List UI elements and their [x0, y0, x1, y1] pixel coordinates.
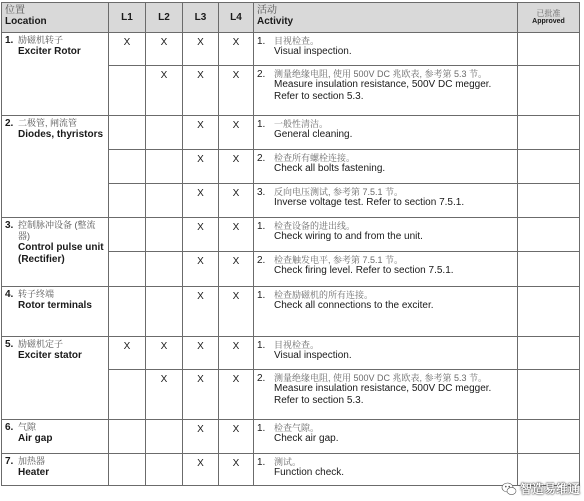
location-name-en: Diodes, thyristors [18, 129, 104, 140]
activity-text-cn: 检查励磁机的所有连接。 [274, 290, 374, 300]
activity-text-en: Visual inspection. [274, 350, 352, 361]
location-name-cn: 励磁机转子 [18, 35, 64, 45]
location-name-en: Air gap [18, 433, 53, 444]
level-l3-mark: X [183, 370, 219, 420]
activity-cell [254, 454, 518, 486]
table-row [2, 287, 580, 337]
activity-number: 1. [257, 36, 266, 47]
level-l3-mark: X [183, 287, 219, 337]
activity-number: 2. [257, 255, 266, 266]
activity-text-en: Check all bolts fastening. [274, 163, 386, 174]
activity-cell [254, 116, 518, 150]
level-l3-mark: X [183, 420, 219, 454]
activity-text-cn: 检查所有螺栓连接。 [274, 153, 356, 163]
activity-cell [254, 218, 518, 252]
location-name-en: Exciter stator [18, 350, 82, 361]
activity-number: 2. [257, 153, 266, 164]
location-cell [2, 218, 109, 287]
table-row [2, 218, 580, 252]
activity-text-en: Function check. [274, 467, 345, 478]
activity-text-en: Check air gap. [274, 433, 339, 444]
approved-cell[interactable] [518, 116, 580, 150]
activity-number: 2. [257, 373, 266, 384]
location-cell [2, 420, 109, 454]
level-l1-mark [109, 287, 146, 337]
level-l2-mark: X [146, 337, 183, 370]
table-row [2, 116, 580, 150]
activity-text-cn: 反向电压测试, 参考第 7.5.1 节。 [274, 187, 404, 197]
location-name-en: Rotor terminals [18, 300, 92, 311]
location-cell [2, 337, 109, 420]
level-l4-mark: X [219, 337, 254, 370]
level-l2-mark: X [146, 370, 183, 420]
level-l4-mark: X [219, 370, 254, 420]
level-l2-mark: X [146, 66, 183, 116]
location-number: 6. [5, 422, 14, 433]
level-l1-mark [109, 420, 146, 454]
level-l2-mark [146, 454, 183, 486]
maintenance-schedule-table [1, 2, 580, 486]
activity-number: 2. [257, 69, 266, 80]
level-l4-mark: X [219, 287, 254, 337]
activity-number: 1. [257, 119, 266, 130]
approved-header [518, 3, 580, 33]
level-l4-mark: X [219, 33, 254, 66]
approved-cell[interactable] [518, 337, 580, 370]
table-row [2, 33, 580, 66]
level-l3-mark: X [183, 150, 219, 184]
activity-header [254, 3, 518, 33]
activity-text-en: Inverse voltage test. Refer to section 7.5.1. [274, 197, 465, 208]
activity-number: 1. [257, 221, 266, 232]
activity-number: 1. [257, 340, 266, 351]
level-l3-mark: X [183, 252, 219, 287]
activity-text-en: Check firing level. Refer to section 7.5.1. [274, 265, 454, 276]
level-l1-mark [109, 150, 146, 184]
activity-text-en: Measure insulation resistance, 500V DC megger. Refer to section 5.3. [274, 383, 492, 406]
activity-text-cn: 测量绝缘电阻, 使用 500V DC 兆欧表, 参考第 5.3 节。 [274, 69, 488, 79]
activity-text-cn: 目视检查。 [274, 340, 320, 350]
approved-cell[interactable] [518, 252, 580, 287]
location-name-cn: 转子终端 [18, 289, 55, 299]
level-l4-mark: X [219, 184, 254, 218]
level-l2-mark [146, 420, 183, 454]
location-name-en: Exciter Rotor [18, 46, 81, 57]
level-l4-mark: X [219, 218, 254, 252]
activity-text-cn: 目视检查。 [274, 36, 320, 46]
activity-text-cn: 检查触发电平, 参考第 7.5.1 节。 [274, 255, 404, 265]
location-cell [2, 33, 109, 116]
approved-cell[interactable] [518, 150, 580, 184]
activity-cell [254, 66, 518, 116]
location-number: 3. [5, 220, 14, 231]
activity-cell [254, 287, 518, 337]
activity-header-cn: 活动 [257, 5, 277, 16]
activity-number: 3. [257, 187, 266, 198]
level-header-l2: L2 [146, 3, 183, 33]
approved-cell[interactable] [518, 287, 580, 337]
location-name-cn: 加热器 [18, 456, 46, 466]
activity-cell [254, 184, 518, 218]
activity-text-en: Check wiring to and from the unit. [274, 231, 423, 242]
level-l2-mark [146, 218, 183, 252]
level-l3-mark: X [183, 184, 219, 218]
location-number: 1. [5, 35, 14, 46]
activity-text-en: Measure insulation resistance, 500V DC megger. Refer to section 5.3. [274, 79, 492, 102]
level-l4-mark: X [219, 116, 254, 150]
level-l1-mark: X [109, 337, 146, 370]
level-l1-mark [109, 116, 146, 150]
level-l3-mark: X [183, 454, 219, 486]
level-l4-mark: X [219, 150, 254, 184]
level-l1-mark [109, 66, 146, 116]
table-row [2, 454, 580, 486]
wechat-logo-icon [501, 481, 517, 497]
level-l1-mark [109, 252, 146, 287]
table-row [2, 420, 580, 454]
location-header-en: Location [5, 16, 47, 27]
location-number: 7. [5, 456, 14, 467]
level-l1-mark [109, 454, 146, 486]
approved-header-cn: 已批准 [536, 9, 561, 18]
level-l3-mark: X [183, 33, 219, 66]
location-header [2, 3, 109, 33]
activity-text-en: Check all connections to the exciter. [274, 300, 434, 311]
location-number: 2. [5, 118, 14, 129]
location-number: 4. [5, 289, 14, 300]
approved-cell[interactable] [518, 33, 580, 66]
activity-text-cn: 检查气隙。 [274, 423, 320, 433]
table-header-row [2, 3, 580, 33]
level-l2-mark [146, 287, 183, 337]
level-l1-mark [109, 370, 146, 420]
level-l3-mark: X [183, 66, 219, 116]
location-cell [2, 116, 109, 218]
level-header-l1: L1 [109, 3, 146, 33]
activity-text-cn: 测量绝缘电阻, 使用 500V DC 兆欧表, 参考第 5.3 节。 [274, 373, 488, 383]
level-l3-mark: X [183, 218, 219, 252]
activity-number: 1. [257, 290, 266, 301]
level-l2-mark [146, 184, 183, 218]
location-cell [2, 287, 109, 337]
level-l4-mark: X [219, 66, 254, 116]
approved-header-en: Approved [532, 18, 565, 25]
activity-number: 1. [257, 423, 266, 434]
level-l1-mark: X [109, 33, 146, 66]
activity-cell [254, 370, 518, 420]
approved-cell[interactable] [518, 370, 580, 420]
level-l3-mark: X [183, 116, 219, 150]
location-name-en: Heater [18, 467, 50, 478]
watermark [501, 480, 580, 497]
location-header-cn: 位置 [5, 5, 25, 16]
activity-cell [254, 33, 518, 66]
watermark-text: 智造易维通 [519, 482, 580, 496]
activity-number: 1. [257, 457, 266, 468]
location-name-cn: 二极管, 闸流管 [18, 118, 78, 128]
level-l2-mark: X [146, 33, 183, 66]
location-name-cn: 气隙 [18, 422, 37, 432]
activity-text-cn: 一般性清洁。 [274, 119, 329, 129]
level-header-l4: L4 [219, 3, 254, 33]
activity-text-en: Visual inspection. [274, 46, 352, 57]
level-l3-mark: X [183, 337, 219, 370]
approved-cell[interactable] [518, 66, 580, 116]
activity-text-cn: 测试。 [274, 457, 302, 467]
level-l1-mark [109, 184, 146, 218]
level-l2-mark [146, 116, 183, 150]
location-name-en: Control pulse unit (Rectifier) [18, 242, 104, 265]
activity-cell [254, 420, 518, 454]
location-cell [2, 454, 109, 486]
level-header-l3: L3 [183, 3, 219, 33]
level-l4-mark: X [219, 420, 254, 454]
activity-cell [254, 337, 518, 370]
activity-text-cn: 检查设备的进出线。 [274, 221, 356, 231]
activity-cell [254, 252, 518, 287]
activity-cell [254, 150, 518, 184]
level-l2-mark [146, 252, 183, 287]
level-l4-mark: X [219, 454, 254, 486]
location-name-cn: 励磁机定子 [18, 339, 64, 349]
level-l4-mark: X [219, 252, 254, 287]
activity-text-en: General cleaning. [274, 129, 353, 140]
location-name-cn: 控制脉冲设备 (整流器) [18, 220, 96, 241]
activity-header-en: Activity [257, 16, 294, 27]
level-l2-mark [146, 150, 183, 184]
location-number: 5. [5, 339, 14, 350]
table-row [2, 337, 580, 370]
approved-cell[interactable] [518, 184, 580, 218]
level-l1-mark [109, 218, 146, 252]
approved-cell[interactable] [518, 218, 580, 252]
approved-cell[interactable] [518, 420, 580, 454]
